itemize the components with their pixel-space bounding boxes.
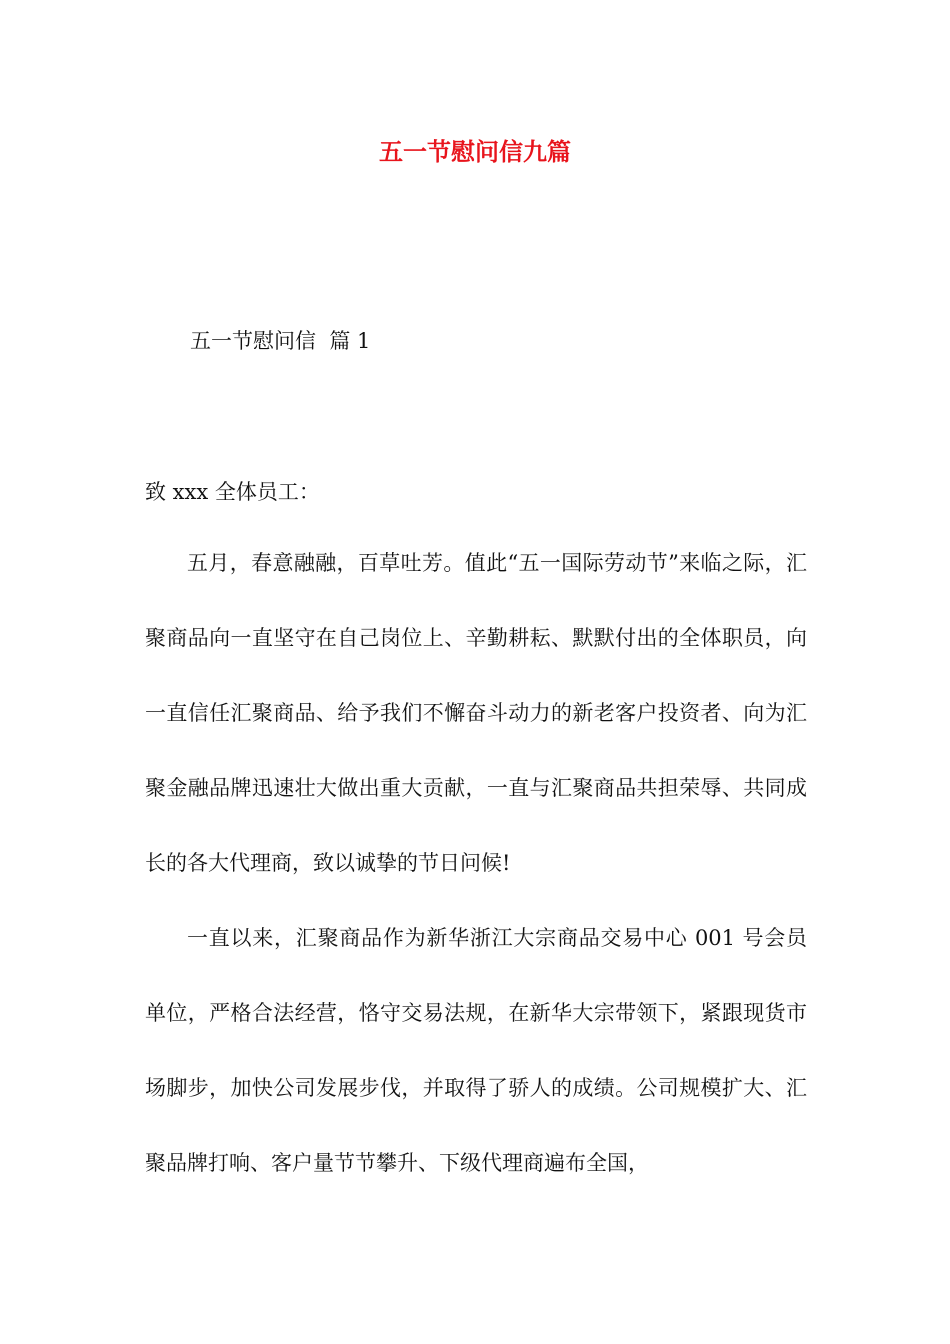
paragraph-2: 一直以来，汇聚商品作为新华浙江大宗商品交易中心 001 号会员单位，严格合法经营，恪守交易法规，在新华大宗带领下，紧跟现货市场脚步，加快公司发展步伐，并取得了骄人的成绩。公司规模扩大、汇聚品牌打响、客户量节节攀升、下级代理商遍布全国，: [145, 926, 807, 1175]
section-heading: 五一节慰问信 篇 1: [190, 329, 371, 353]
salutation: 致 xxx 全体员工：: [145, 480, 320, 504]
paragraph-1: 五月，春意融融，百草吐芳。值此“五一国际劳动节”来临之际，汇聚商品向一直坚守在自己岗位上、辛勤耕耘、默默付出的全体职员，向一直信任汇聚商品、给予我们不懈奋斗动力的新老客户投资者、向为汇聚金融品牌迅速壮大做出重大贡献，一直与汇聚商品共担荣辱、共同成长的各大代理商，致以诚挚的节日问候!: [145, 551, 807, 875]
document-title: 五一节慰问信九篇: [379, 137, 571, 166]
